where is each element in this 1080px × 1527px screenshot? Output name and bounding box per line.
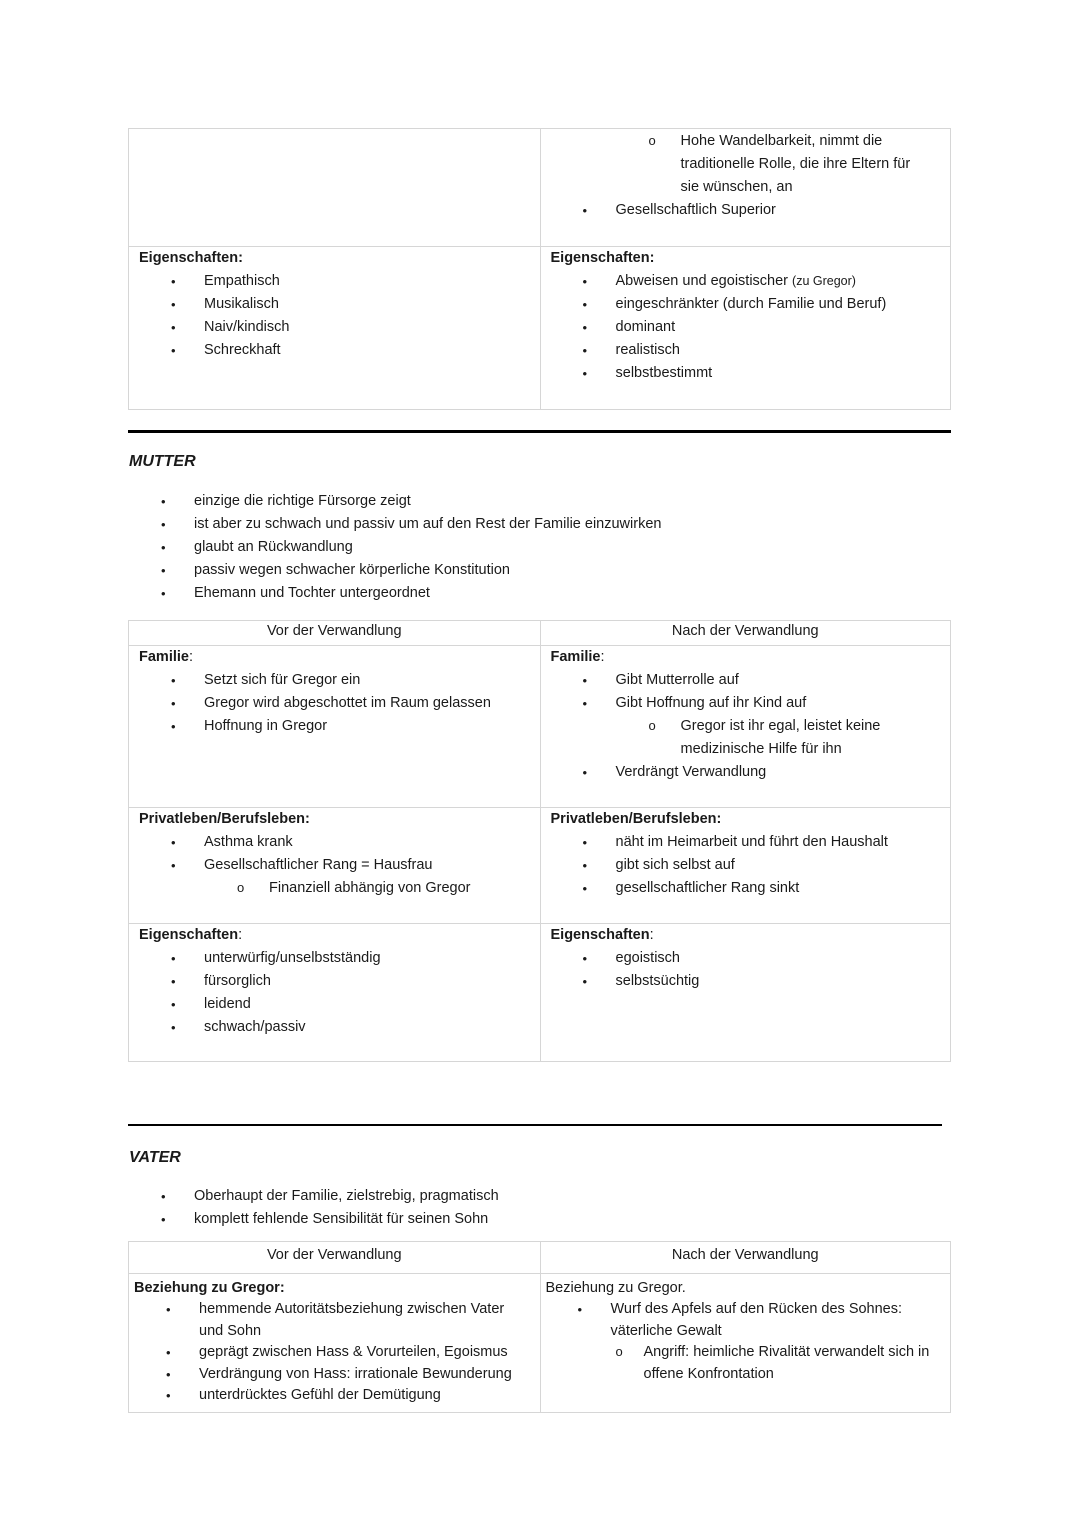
sub-item: o Hohe Wandelbarkeit, nimmt die traditionelle Rolle, die ihre Eltern für sie wünschen, an (551, 130, 931, 199)
list-item: • Ehemann und Tochter untergeordnet (129, 582, 829, 605)
privatleben-label: Privatleben/Berufsleben: (550, 811, 722, 827)
sub-item: o Angriff: heimliche Rivalität verwandelt sich in offene Konfrontation (546, 1342, 943, 1385)
sister-top-left-cell (129, 129, 540, 246)
mutter-privatleben-before (129, 808, 540, 923)
column-header-before: Vor der Verwandlung (266, 1247, 402, 1263)
familie-label: Familie: (550, 649, 605, 665)
sub-item: o Finanziell abhängig von Gregor (139, 877, 530, 900)
sister-table (128, 128, 951, 410)
list-item: • näht im Heimarbeit und führt den Haushalt (551, 831, 941, 854)
section-title-mutter: MUTTER (129, 453, 196, 470)
mutter-eigenschaften-before (129, 924, 540, 1061)
vater-beziehung-after (540, 1274, 951, 1412)
list-item: • Naiv/kindisch (139, 316, 530, 339)
list-item: • dominant (551, 316, 941, 339)
list-item: • selbstbestimmt (551, 362, 941, 385)
column-header-before: Vor der Verwandlung (266, 623, 402, 639)
list-item: • Verdrängung von Hass: irrationale Bewunderung (134, 1364, 526, 1386)
list-item: • egoistisch (551, 947, 941, 970)
sister-eigenschaften-before (129, 247, 540, 409)
column-header-after: Nach der Verwandlung (540, 1242, 951, 1273)
list-item: • eingeschränkter (durch Familie und Beruf) (551, 293, 941, 316)
item-note: (zu Gregor) (792, 274, 856, 288)
list-item: • glaubt an Rückwandlung (129, 536, 829, 559)
sub-item: o Gregor ist ihr egal, leistet keine medizinische Hilfe für ihn (551, 715, 901, 761)
mutter-privatleben-after (540, 808, 951, 923)
vater-table (128, 1241, 951, 1413)
column-header-after: Nach der Verwandlung (540, 621, 951, 645)
section-title-vater: VATER (129, 1149, 181, 1166)
list-item: • schwach/passiv (139, 1016, 530, 1039)
list-item: • Gregor wird abgeschottet im Raum gelassen (139, 692, 530, 715)
list-item: • Wurf des Apfels auf den Rücken des Sohnes: väterliche Gewalt (546, 1299, 943, 1342)
list-item: • Empathisch (139, 270, 530, 293)
list-item: • hemmende Autoritätsbeziehung zwischen Vater und Sohn (134, 1299, 526, 1342)
list-item: • leidend (139, 993, 530, 1016)
list-item: • Musikalisch (139, 293, 530, 316)
list-item: • selbstsüchtig (551, 970, 941, 993)
list-item: • Gesellschaftlich Superior (551, 199, 941, 222)
eigenschaften-label: Eigenschaften: (550, 927, 654, 943)
list-item: • Gesellschaftlicher Rang = Hausfrau (139, 854, 530, 877)
list-item: • komplett fehlende Sensibilität für seinen Sohn (129, 1208, 829, 1231)
list-item: • Asthma krank (139, 831, 530, 854)
beziehung-label: Beziehung zu Gregor. (545, 1280, 686, 1296)
list-item: • unterwürfig/unselbstständig (139, 947, 530, 970)
vater-bullet-list (129, 1185, 829, 1231)
list-item: • fürsorglich (139, 970, 530, 993)
eigenschaften-label: Eigenschaften: (139, 250, 243, 266)
list-item (551, 270, 941, 293)
list-item: • gesellschaftlicher Rang sinkt (551, 877, 941, 900)
list-item: • Setzt sich für Gregor ein (139, 669, 530, 692)
mutter-table (128, 620, 951, 1062)
list-item: • Gibt Mutterrolle auf (551, 669, 941, 692)
list-item: • passiv wegen schwacher körperliche Konstitution (129, 559, 829, 582)
list-item: • einzige die richtige Fürsorge zeigt (129, 490, 829, 513)
list-item: • Verdrängt Verwandlung (551, 761, 941, 784)
list-item: • Oberhaupt der Familie, zielstrebig, pragmatisch (129, 1185, 829, 1208)
list-item: • geprägt zwischen Hass & Vorurteilen, Egoismus (134, 1342, 526, 1364)
mutter-bullet-list (129, 490, 829, 605)
sister-top-right-cell (540, 129, 951, 246)
list-item: • gibt sich selbst auf (551, 854, 941, 877)
list-item: • Schreckhaft (139, 339, 530, 362)
sister-eigenschaften-after (540, 247, 951, 409)
mutter-familie-after (540, 646, 951, 807)
list-item: • Gibt Hoffnung auf ihr Kind auf (551, 692, 941, 715)
mutter-familie-before (129, 646, 540, 807)
privatleben-label: Privatleben/Berufsleben: (139, 811, 310, 827)
section-divider (128, 430, 951, 433)
list-item: • realistisch (551, 339, 941, 362)
item-text: Abweisen und egoistischer (615, 273, 788, 289)
eigenschaften-label: Eigenschaften: (550, 250, 655, 266)
vater-beziehung-before (129, 1274, 540, 1412)
mutter-eigenschaften-after (540, 924, 951, 1061)
familie-label: Familie: (139, 649, 193, 665)
list-item: • ist aber zu schwach und passiv um auf den Rest der Familie einzuwirken (129, 513, 829, 536)
list-item: • Hoffnung in Gregor (139, 715, 530, 738)
list-item: • unterdrücktes Gefühl der Demütigung (134, 1385, 526, 1407)
section-divider (128, 1124, 942, 1126)
eigenschaften-label: Eigenschaften: (139, 927, 243, 943)
beziehung-label: Beziehung zu Gregor: (134, 1280, 285, 1296)
